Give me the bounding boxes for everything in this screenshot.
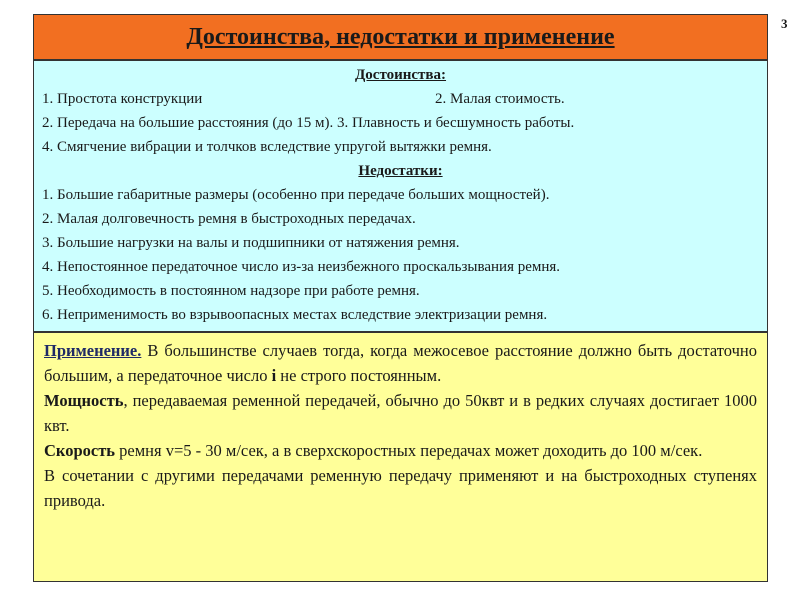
power-paragraph bbox=[44, 388, 757, 438]
power-text: , передаваемая ременной передачей, обычно до 50квт и в редких случаях достигает 1000 квт. bbox=[44, 391, 757, 435]
advantage-item: 1. Простота конструкции bbox=[42, 91, 203, 107]
application-text: В большинстве случаев тогда, когда межосевое расстояние должно быть достаточно большим, а передаточное число bbox=[44, 341, 757, 385]
advantages-row-2 bbox=[42, 111, 759, 135]
disadvantage-item: 1. Большие габаритные размеры (особенно при передаче больших мощностей). bbox=[42, 187, 550, 203]
speed-label: Скорость bbox=[44, 441, 116, 460]
title-banner bbox=[33, 14, 768, 60]
gear-ratio-symbol: i bbox=[271, 366, 277, 385]
speed-paragraph bbox=[44, 438, 757, 463]
advantage-item: 2. Малая стоимость. bbox=[435, 91, 565, 107]
advantages-disadvantages-panel bbox=[33, 60, 768, 332]
disadvantage-item: 5. Необходимость в постоянном надзоре при работе ремня. bbox=[42, 283, 420, 299]
disadvantage-item: 3. Большие нагрузки на валы и подшипники от натяжения ремня. bbox=[42, 235, 460, 251]
advantage-item: 4. Смягчение вибрации и толчков вследствие упругой вытяжки ремня. bbox=[42, 139, 492, 155]
advantages-heading: Достоинства: bbox=[354, 67, 447, 83]
application-label: Применение. bbox=[44, 341, 142, 360]
power-label: Мощность bbox=[44, 391, 124, 410]
slide-title: Достоинства, недостатки и применение bbox=[186, 23, 615, 50]
advantage-item: 3. Плавность и бесшумность работы. bbox=[337, 115, 575, 131]
application-text-end: не строго постоянным. bbox=[276, 366, 442, 385]
slide-number: 3 bbox=[781, 16, 788, 31]
combination-paragraph: В сочетании с другими передачами ременную передачу применяют и на быстроходных ступенях привода. bbox=[44, 466, 757, 510]
application-panel bbox=[33, 332, 768, 582]
advantages-row-1 bbox=[42, 87, 759, 111]
disadvantage-item: 2. Малая долговечность ремня в быстроходных передачах. bbox=[42, 211, 416, 227]
disadvantage-item: 6. Неприменимость во взрывоопасных местах вследствие электризации ремня. bbox=[42, 307, 548, 323]
disadvantage-item: 4. Непостоянное передаточное число из-за неизбежного проскальзывания ремня. bbox=[42, 259, 561, 275]
speed-text: ремня v=5 - 30 м/сек, а в сверхскоростных передачах может доходить до 100 м/сек. bbox=[115, 441, 703, 460]
application-paragraph bbox=[44, 338, 757, 388]
disadvantages-heading: Недостатки: bbox=[358, 163, 443, 179]
advantage-item: 2. Передача на большие расстояния (до 15 м). bbox=[42, 115, 334, 131]
